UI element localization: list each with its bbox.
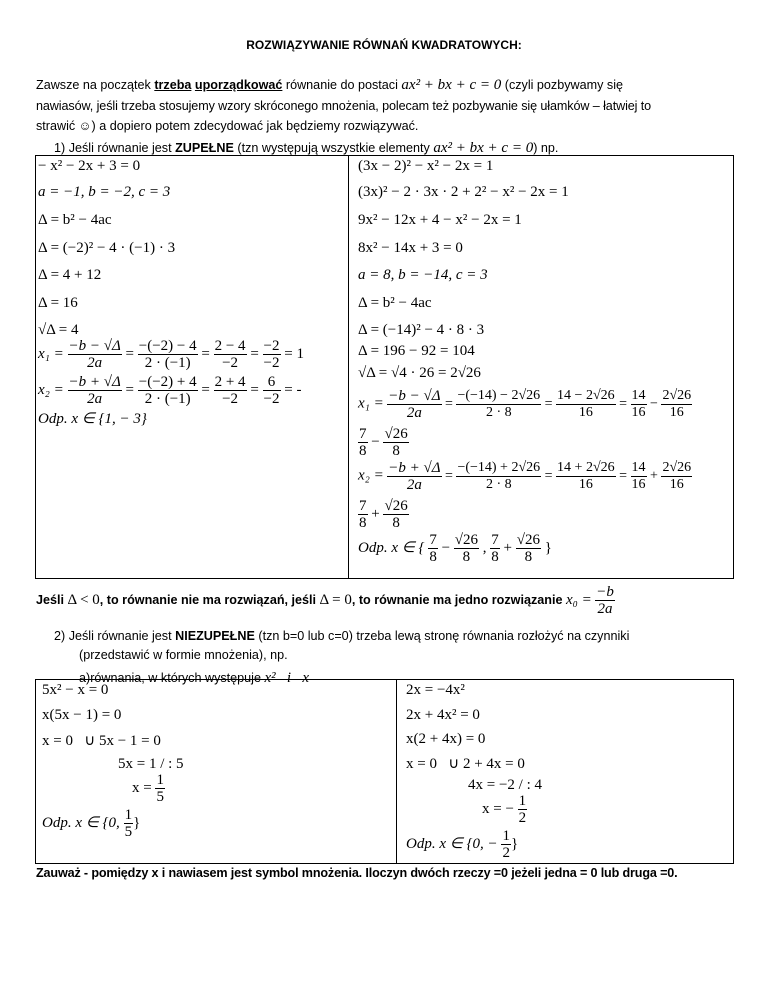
right1-x2-frac-4 (631, 460, 647, 493)
frac-den: 8 (491, 549, 499, 565)
answer-prefix: Odp. x ∈ { (358, 539, 425, 556)
right1-x1-frac-3 (556, 388, 616, 421)
right1-sqrt-delta: √Δ = √4 · 26 = 2√26 (358, 365, 481, 381)
frac-den: −2 (263, 355, 280, 371)
frac-num: −(−14) + 2√26 (457, 460, 541, 475)
intro-emph-1: trzeba (154, 78, 192, 92)
frac-den: 2a (87, 391, 103, 407)
frac-den: 8 (429, 549, 437, 565)
left2-line-3: x = 0 ∪ 5x − 1 = 0 (42, 733, 161, 749)
right1-line-3: 9x² − 12x + 4 − x² − 2x = 1 (358, 212, 522, 228)
frac-den: 8 (359, 515, 367, 531)
frac-den: 2 · 8 (485, 405, 512, 420)
frac-den: 2a (87, 355, 103, 371)
frac (155, 772, 165, 805)
delta-note-text: Jeśli (36, 592, 68, 607)
frac-num: √26 (384, 426, 408, 442)
frac-num: 14 (631, 388, 646, 403)
right1-line-1: (3x − 2)² − x² − 2x = 1 (358, 158, 494, 174)
frac-den: 16 (631, 477, 646, 492)
frac-num: 1 (156, 772, 164, 788)
left1-delta-value: Δ = 16 (38, 295, 78, 311)
frac-num: −b + √Δ (68, 374, 121, 390)
table-divider-2 (396, 679, 397, 863)
right1-x2-lhs: x₂ = (358, 467, 384, 484)
frac-num: −(−2) − 4 (138, 338, 197, 354)
right1-x1-frac-2 (456, 388, 541, 421)
frac-den: 16 (669, 405, 684, 420)
point2-emph: NIEZUPEŁNE (175, 629, 255, 643)
point1-emph: ZUPEŁNE (175, 141, 234, 155)
frac-num: −b + √Δ (388, 460, 441, 476)
frac-den: 5 (156, 789, 164, 805)
right2-line-1: 2x = −4x² (406, 682, 465, 698)
frac (383, 426, 408, 459)
right1-x1-lhs: x₁ = (358, 395, 384, 412)
left1-x2-frac-4 (263, 374, 281, 407)
lhs: x = (132, 779, 152, 796)
frac-num: 1 (124, 807, 133, 823)
frac-num: 1 (502, 828, 510, 844)
left2-answer (42, 807, 140, 840)
right1-line-2: (3x)² − 2 · 3x · 2 + 2² − x² − 2x = 1 (358, 184, 569, 200)
left1-x2-lhs: x₂ = (38, 381, 64, 398)
left2-line-1: 5x² − x = 0 (42, 682, 109, 698)
delta-note-text-2: , to równanie nie ma rozwiązań, jeśli (99, 592, 320, 607)
frac-den: −2 (222, 355, 239, 371)
right1-delta-subst: Δ = (−14)² − 4 · 8 · 3 (358, 322, 485, 338)
left1-x2-frac-2 (138, 374, 198, 407)
right1-x2-frac-2 (456, 460, 541, 493)
frac-den: 5 (124, 824, 133, 840)
right1-x1-frac-1 (387, 388, 441, 421)
frac-den: 16 (578, 477, 593, 492)
frac-num: 2 + 4 (214, 374, 246, 390)
frac-num: −b − √Δ (388, 388, 441, 404)
intro-text-3: (czyli pozbywamy się (501, 78, 624, 92)
right1-coefficients: a = 8, b = −14, c = 3 (358, 267, 488, 283)
answer-prefix: Odp. x ∈ {0, − (406, 835, 498, 852)
frac-num: √26 (516, 532, 540, 548)
frac (428, 532, 438, 565)
intro-line-1 (36, 75, 736, 95)
frac-num: 7 (359, 498, 367, 514)
frac (490, 532, 500, 565)
footer-note: Zauważ - pomiędzy x i nawiasem jest symbol mnożenia. Iloczyn dwóch rzeczy =0 jeżeli jedna = 0 lub druga =0. (36, 866, 678, 880)
left1-delta-subst: Δ = (−2)² − 4 · (−1) · 3 (38, 240, 176, 256)
right1-x1-frac-4 (631, 388, 647, 421)
frac-num: 2√26 (662, 388, 692, 403)
frac-num: 2√26 (662, 460, 692, 475)
point2-heading (54, 626, 734, 646)
right1-x1-op: − (650, 396, 658, 412)
point2-text-2: (tzn b=0 lub c=0) trzeba lewą stronę równania rozłożyć na czynniki (254, 629, 630, 643)
right1-x1-frac-5 (661, 388, 692, 421)
left1-x1-result: = 1 (284, 345, 304, 362)
left1-sqrt-delta: √Δ = 4 (38, 322, 79, 338)
delta-note-math-3: x₀ = (565, 591, 592, 608)
point2-text: 2) Jeśli równanie jest (54, 629, 176, 643)
frac-den: 2 (518, 810, 527, 826)
point1-equation: ax² + bx + c = 0 (433, 140, 534, 156)
frac-num: −2 (263, 338, 280, 354)
page-title: ROZWIĄZYWANIE RÓWNAŃ KWADRATOWYCH: (246, 38, 522, 52)
left1-x2-result: = - (284, 381, 302, 398)
frac-den: 8 (359, 443, 367, 459)
right1-delta-value: Δ = 196 − 92 = 104 (358, 343, 475, 359)
frac-den: 2a (406, 405, 422, 421)
left1-x1: x₁ = $\frac{-b - √\Delta}{2a}$ = $\frac{-(-2) - 4}{2 \cdot (-1)}$ = $\frac{2 - 4}{-2}$ = $\frac{-2}{-2}$ = 1 (38, 338, 304, 371)
right2-line-5: 4x = −2 / : 4 (468, 777, 543, 793)
delta-note-math-1: Δ < 0 (67, 591, 100, 608)
frac-den: −2 (222, 391, 239, 407)
frac-num: 2 − 4 (214, 338, 246, 354)
op: − (441, 539, 451, 556)
left1-line-1: − x² − 2x + 3 = 0 (38, 158, 141, 174)
right1-x2-op: + (650, 468, 658, 484)
left1-x1-lhs: x₁ = (38, 345, 64, 362)
frac (358, 426, 368, 459)
intro-text-2: równanie do postaci (282, 78, 402, 92)
frac-num: 14 + 2√26 (557, 460, 615, 475)
right1-x2-frac-5 (661, 460, 692, 493)
point2-line-3-math: x² i x (264, 670, 309, 686)
answer-suffix: } (133, 814, 141, 831)
frac-den: 16 (578, 405, 593, 420)
right1-x2-frac-3 (556, 460, 616, 493)
left1-x1-frac-2 (138, 338, 198, 371)
left2-line-4: 5x = 1 / : 5 (118, 756, 184, 772)
answer-suffix: } (510, 835, 519, 852)
right1-x2-simplified (358, 498, 409, 531)
point2-line-3-text: a)równania, w których występuje (79, 671, 265, 685)
right2-line-6 (482, 793, 527, 826)
frac-den: 16 (631, 405, 646, 420)
frac-num: √26 (384, 498, 408, 514)
table-divider-1 (348, 155, 349, 578)
frac-num: 14 − 2√26 (557, 388, 615, 403)
op: + (371, 505, 380, 522)
right1-x2: x₂ = $\frac{-b + √\Delta}{2a}$ = $\frac{-(-14) + 2√26}{2 \cdot 8}$ = $\frac{14 + 2√26}{16}$ = $\frac{14}{16}$ + $\frac{2√26}{16}$ (358, 460, 692, 493)
frac-num: 6 (263, 374, 281, 391)
right1-delta-formula: Δ = b² − 4ac (358, 295, 432, 311)
point1-text-2: (tzn występują wszystkie elementy (233, 141, 434, 155)
op: + (503, 539, 512, 556)
frac (516, 532, 541, 565)
right2-line-3: x(2 + 4x) = 0 (406, 731, 486, 747)
frac (454, 532, 479, 565)
lhs: x = − (482, 800, 514, 817)
frac-num: √26 (454, 532, 479, 548)
left1-delta-formula: Δ = b² − 4ac (38, 212, 112, 228)
point1-text-3: ) np. (533, 141, 559, 155)
intro-equation: ax² + bx + c = 0 (401, 77, 502, 93)
right1-x1-simplified (358, 426, 409, 459)
left1-answer: Odp. x ∈ {1, − 3} (38, 411, 147, 427)
intro-text: Zawsze na początek (36, 78, 155, 92)
frac-num: 7 (429, 532, 437, 548)
frac-den: 8 (392, 443, 400, 459)
left1-x2-frac-1 (68, 374, 122, 407)
left1-x2: x₂ = $\frac{-b + √\Delta}{2a}$ = $\frac{-(-2) + 4}{2 \cdot (-1)}$ = $\frac{2 + 4}{-2}$ = $\frac{6}{-2}$ = - (38, 374, 302, 407)
left1-x1-frac-1 (68, 338, 122, 371)
right2-line-2: 2x + 4x² = 0 (406, 707, 480, 723)
delta-note-fraction (595, 584, 615, 617)
frac-den: −2 (263, 391, 280, 407)
op: − (371, 433, 380, 450)
left1-coefficients: a = −1, b = −2, c = 3 (38, 184, 171, 200)
frac (518, 793, 528, 826)
point2-line-2: (przedstawić w formie mnożenia), np. (79, 648, 288, 662)
frac-den: 8 (524, 549, 533, 565)
frac (358, 498, 368, 531)
sep: , (482, 539, 487, 556)
frac-den: 16 (669, 477, 684, 492)
frac (124, 807, 134, 840)
frac-den: 2 · 8 (485, 477, 512, 492)
frac-den: 2 · (−1) (144, 355, 191, 371)
frac-den: 2 (502, 845, 510, 861)
intro-line-3: strawić ☺) a dopiero potem zdecydować jak będziemy rozwiązywać. (36, 119, 419, 133)
left1-x1-frac-4 (263, 338, 281, 371)
frac-num: −b − √Δ (68, 338, 121, 354)
frac-num: 7 (491, 532, 499, 548)
answer-prefix: Odp. x ∈ {0, (42, 814, 120, 831)
right1-x1: x₁ = $\frac{-b - √\Delta}{2a}$ = $\frac{-(-14) - 2√26}{2 \cdot 8}$ = $\frac{14 - 2√26}{16}$ = $\frac{14}{16}$ − $\frac{2√26}{16}$ (358, 388, 692, 421)
frac (501, 828, 511, 861)
frac-den: 2 · (−1) (144, 391, 191, 407)
left2-line-5 (132, 772, 165, 805)
right1-line-4: 8x² − 14x + 3 = 0 (358, 240, 463, 256)
intro-line-2: nawiasów, jeśli trzeba stosujemy wzory skróconego mnożenia, polecam też pozbywanie się ułamków – łatwiej to (36, 99, 652, 113)
right1-x2-frac-1 (387, 460, 441, 493)
left1-x1-frac-3 (214, 338, 247, 371)
right1-answer (358, 532, 552, 565)
frac-num: −b (596, 584, 614, 600)
point1-text: 1) Jeśli równanie jest (54, 141, 176, 155)
right2-line-4: x = 0 ∪ 2 + 4x = 0 (406, 756, 525, 772)
right2-answer (406, 828, 518, 861)
left1-delta-sum: Δ = 4 + 12 (38, 267, 102, 283)
left1-x2-frac-3 (214, 374, 247, 407)
delta-note-math-2: Δ = 0 (319, 591, 352, 608)
frac-den: 2a (406, 477, 422, 493)
frac-den: 8 (462, 549, 471, 565)
delta-note-text-3: , to równanie ma jedno rozwiązanie (351, 592, 566, 607)
delta-note (36, 584, 615, 617)
frac-num: 7 (359, 426, 367, 442)
left2-line-2: x(5x − 1) = 0 (42, 707, 122, 723)
intro-emph-2: uporządkować (194, 78, 283, 92)
frac-num: −(−14) − 2√26 (457, 388, 541, 403)
frac (383, 498, 408, 531)
answer-suffix: } (544, 539, 552, 556)
frac-num: −(−2) + 4 (138, 374, 197, 390)
frac-den: 8 (392, 515, 400, 531)
frac-den: 2a (597, 601, 613, 617)
frac-num: 14 (631, 460, 646, 475)
frac-num: 1 (518, 793, 527, 809)
